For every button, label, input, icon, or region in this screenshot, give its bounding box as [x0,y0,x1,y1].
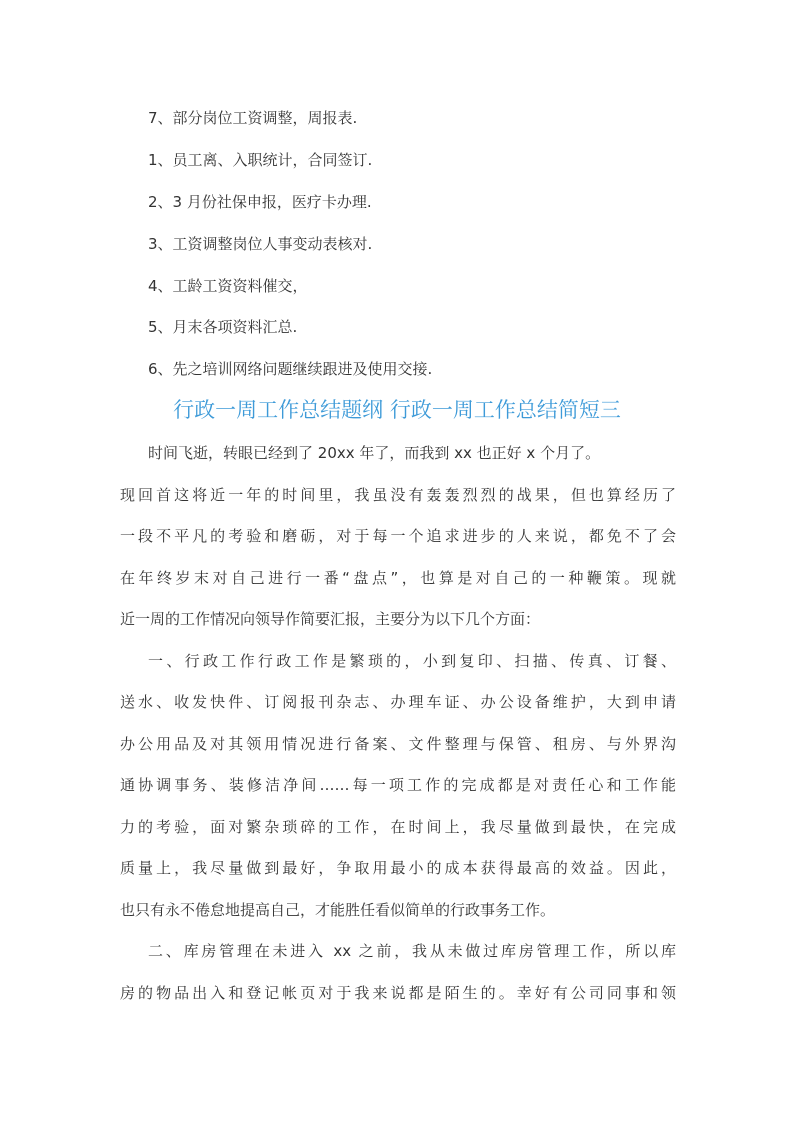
paragraph-line: 送水、收发快件、订阅报刊杂志、办理车证、办公设备维护，大到申请 [120,693,676,711]
paragraph-line: 时间飞逝，转眼已经到了 20xx 年了，而我到 xx 也正好 x 个月了。 [148,444,601,462]
section-title: 行政一周工作总结题纲 行政一周工作总结简短三 [173,398,621,422]
list-item: 6、先之培训网络问题继续跟进及使用交接. [148,360,433,378]
paragraph-line: 在年终岁末对自己进行一番“盘点”，也算是对自己的一种鞭策。现就 [120,569,676,587]
list-item: 1、员工离、入职统计，合同签订. [148,151,373,169]
list-item: 5、月末各项资料汇总. [148,318,298,336]
list-item: 2、3 月份社保申报，医疗卡办理. [148,193,372,211]
list-item: 3、工资调整岗位人事变动表核对. [148,235,373,253]
paragraph-line: 二、库房管理在未进入 xx 之前，我从未做过库房管理工作，所以库 [148,942,676,960]
paragraph-line: 力的考验，面对繁杂琐碎的工作，在时间上，我尽量做到最快，在完成 [120,818,676,836]
paragraph-line: 近一周的工作情况向领导作简要汇报，主要分为以下几个方面： [120,610,541,628]
paragraph-line: 办公用品及对其领用情况进行备案、文件整理与保管、租房、与外界沟 [120,735,676,753]
list-item: 4、工龄工资资料催交， [148,277,308,295]
paragraph-line: 现回首这将近一年的时间里，我虽没有轰轰烈烈的战果，但也算经历了 [120,486,676,504]
paragraph-line: 质量上，我尽量做到最好，争取用最小的成本获得最高的效益。因此， [120,859,676,877]
paragraph-line: 一段不平凡的考验和磨砺，对于每一个追求进步的人来说，都免不了会 [120,527,676,545]
paragraph-line: 一、行政工作行政工作是繁琐的，小到复印、扫描、传真、订餐、 [148,652,676,670]
paragraph-line: 房的物品出入和登记帐页对于我来说都是陌生的。幸好有公司同事和领 [120,984,676,1002]
list-item: 7、部分岗位工资调整，周报表. [148,109,358,127]
paragraph-line: 也只有永不倦怠地提高自己，才能胜任看似简单的行政事务工作。 [120,901,556,919]
paragraph-line: 通协调事务、装修洁净间……每一项工作的完成都是对责任心和工作能 [120,776,676,794]
